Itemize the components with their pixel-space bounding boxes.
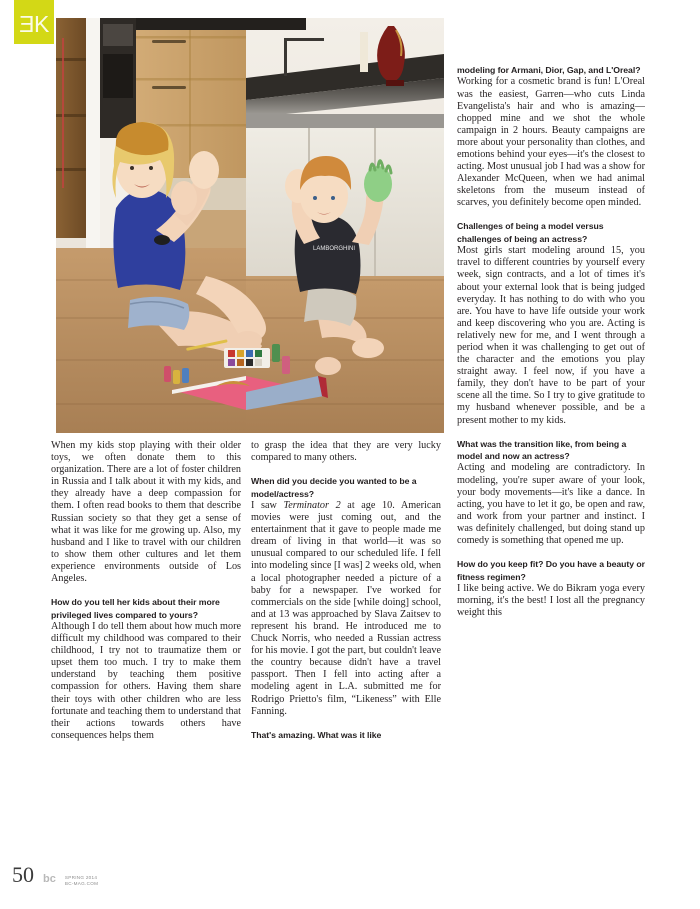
col2-continuation: to grasp the idea that they are very lucky compared to many others.: [251, 440, 441, 464]
svg-text:LAMBORGHINI: LAMBORGHINI: [312, 246, 356, 252]
magazine-logo: [14, 0, 54, 44]
col1-paragraph: When my kids stop playing with their older toys, we often donate them to this organization. There are a lot of foster children in Russia and I talk about it with my kids, and they already have a deep compassion for them. I often read books to them that describe Russian society so that they get a sense of what it was like for me growing up. Also, my husband and I like to travel with our children to show them other cultures and let them experience environments outside of Los Angeles.: [51, 440, 241, 585]
col2-question-2: That's amazing. What was it like: [251, 729, 382, 740]
col3-question-4: How do you keep fit? Do you have a beauty or fitness regimen?: [457, 559, 645, 582]
col3-question-2: Challenges of being a model versus challenges of being an actress?: [457, 221, 604, 244]
col2-answer-film-title: Terminator 2: [283, 500, 341, 511]
col2-answer-pre: I saw: [251, 500, 284, 511]
col2-question: When did you decide you wanted to be a model/actress?: [251, 476, 417, 499]
page-number: 50: [12, 862, 34, 888]
publication-mark: bc: [43, 873, 56, 886]
photo-illustration: [56, 18, 444, 433]
col3-question-3: What was the transition like, from being a model and now an actress?: [457, 438, 627, 462]
col2-answer: [251, 500, 441, 718]
col3-answer-2: Most girls start modeling around 15, you travel to different countries by yourself every week, sign contracts, and a lot of times it's about your external look that is being judged everyday. It has nothing to do with who you are. You have to have life outside your work and keep discovering who you are. Acting is relatively new for me, and I went through a period when it was challenging to get out of the character and the emotions you play straight away. I feel now, if you have a family, they don't have to be part of your scene all the time. So I try to give gratitude to my husband whenever possible, and be a present mother to my kids.: [457, 245, 645, 426]
col3-answer-1: Working for a cosmetic brand is fun! L'Oreal was the easiest, Garren—who cuts Linda Evangelista's hair and who is amazing—chopped mine and we shot the whole campaign in 2 hours. Beauty campaigns are more about your personality than clothes, and emotions behind your eyes—it's the closest to acting. Most unusual job I had was a show for Alexander McQueen, when we had animal skeletons from the museum instead of scarves, you definitely become open minded.: [457, 76, 645, 209]
footer-metadata: [65, 875, 98, 886]
col3-answer-4: I like being active. We do Bikram yoga every morning, it's the best! I lost all the pregnancy weight this: [457, 582, 645, 619]
text-column-3: [457, 64, 645, 619]
text-column-2: [251, 440, 441, 741]
col2-answer-post: at age 10. American movies were just coming out, and the entertainment that it gave to people made me dream of living in that world—it was so unusual compared to our scheduled life. I fell into modeling since [I was] 2 weeks old, when a local photographer needed a picture of a baby for a newspaper. I've worked for commercials on the side [while doing] school, and at 13 was approached by Slava Zaitsev to represent his brand. He introduced me to Chuck Norris, who needed a Russian actress for his movie. I got the part, but couldn't leave the country because didn't have a travel passport. Then I fell into acting after a modeling agent in L.A. submitted me for Rodrigo Prietto's film, “Likeness” with Elle Fanning.: [251, 500, 441, 717]
footer-issue: SPRING 2014: [64, 875, 98, 881]
col1-answer: Although I do tell them about how much more difficult my childhood was compared to their childhood, I try not to traumatize them or upset them too much. I try to make them understand by teaching them positive compassion for others. Having them share their toys with other children who are less fortunate and teaching them to understand that their actions towards others have consequences helps them: [51, 620, 241, 741]
col3-question-1-continued: modeling for Armani, Dior, Gap, and L'Oreal?: [457, 65, 641, 75]
editorial-photo: [56, 18, 444, 433]
page-footer: [12, 864, 98, 889]
col3-answer-3: Acting and modeling are contradictory. In modeling, you're super aware of your look, your body movements—it's like a dance. In acting, you have to let it go, be open and raw, and work from your partner and instinct. I was definitely challenged, but doing stand up comedy is something that opened me up.: [457, 462, 645, 547]
logo-glyph: ƎK: [19, 10, 49, 37]
footer-website: BC-MAG.COM: [64, 880, 99, 886]
col1-question: How do you tell her kids about their more privileged lives compared to yours?: [51, 597, 220, 620]
text-column-1: [51, 440, 241, 742]
